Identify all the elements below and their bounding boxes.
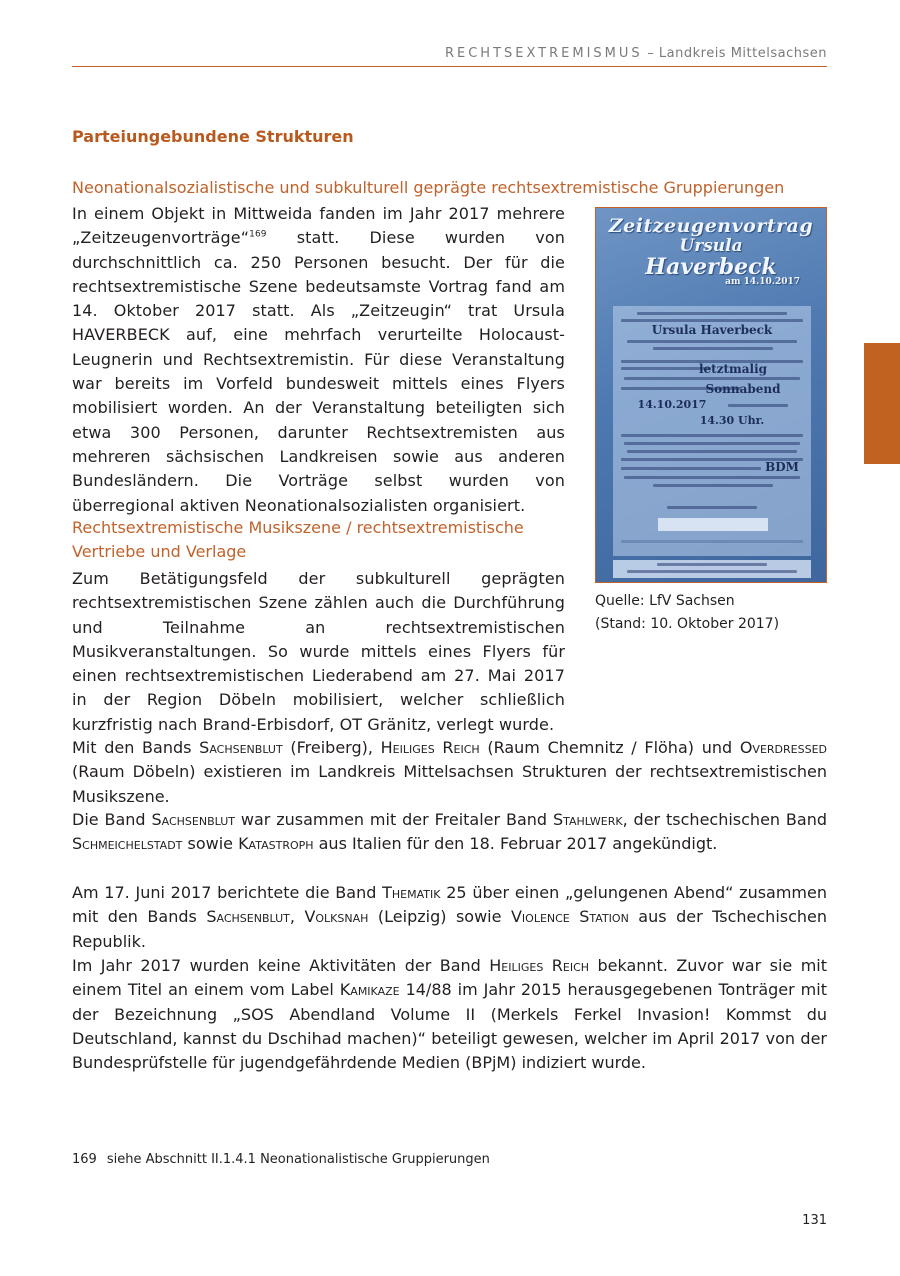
flyer-title-lastname: Haverbeck [645,254,777,280]
flyer-signup-field [658,518,768,531]
para5-text: aus der Tschechischen Republik. [72,907,828,951]
subheading-music-scene [72,516,524,564]
chapter-tab-marker [864,343,900,464]
footnote-text: siehe Abschnitt II.1.4.1 Neonationalistische Gruppierungen [106,1152,490,1167]
subheading2-line2: Vertriebe und Verlage [72,542,247,561]
flyer-date: 14.10.2017 [637,398,707,411]
para3-text: (Raum Chemnitz / Flöha) und [479,738,740,757]
para5-text: , [289,907,305,927]
band-name: Stahlwerk [552,810,623,829]
footnote-ref-169[interactable]: 169 [249,229,267,240]
para4-text: war zusammen mit der Freitaler Band [234,810,553,829]
flyer-title-firstname: Ursula [679,236,743,256]
band-name: Schmeichelstadt [72,834,183,854]
paragraph-zeitzeugenvortraege [72,202,565,518]
flyer-time: 14.30 Uhr. [699,414,765,427]
para6-text: 14/88 im Jahr 2015 herausgegebenen Tonträger mit der Bezeichnung „SOS Abendland Volume II (Merkels Ferkel Invasion! Kommst du Deutschland, kannst du Dschihad machen)“ beteiligt gewesen, welcher im April 2017 von der Bundesprüfstelle für jugendgefährdende Medien (BPjM) indiziert wurde. [72,980,827,1073]
flyer-title: Zeitzeugenvortrag [608,215,814,237]
flyer-word-sonnabend: Sonnabend [705,382,781,396]
para3-text: (Freiberg), [282,738,381,757]
para1-text-a: In einem Objekt in Mittweida fanden im Jahr 2017 mehrere „Zeitzeugenvorträge“ [72,204,565,248]
para5-text: 25 über einen „gelungenen Abend“ zusammen mit den Bands [72,883,828,927]
band-name: Thematik [382,883,441,902]
caption-date: (Stand: 10. Oktober 2017) [595,616,780,632]
flyer-image [595,207,827,583]
flyer-name: Ursula Haverbeck [651,323,773,337]
band-name: Violence Station [510,907,629,927]
paragraph-music-events: Zum Betätigungsfeld der subkulturell geprägten rechtsextremistischen Szene zählen auch die Durchführung und Teilnahme an rechtsextremistischen Musikveranstaltungen. So wurde mittels eines Flyers für einen rechtsextremistischen Liederabend am 27. Mai 2017 in der Region Döbeln mobilisiert, welcher schließlich kurzfristig nach Brand-Erbisdorf, OT Gränitz, verlegt wurde. [72,569,565,734]
para4-text: sowie [182,834,239,854]
para4-text: Die Band [72,810,152,829]
band-name: Katastroph [238,834,314,854]
subheading2-line1: Rechtsextremistische Musikszene / rechtsextremistische [72,518,524,537]
flyer-text-panel [613,306,811,556]
para1-text-b: statt. Diese wurden von durchschnittlich ca. 250 Personen besucht. Der für die rechtsextremistische Szene bedeutsamste Vortrag fand am 14. Oktober 2017 statt. Als „Zeitzeugin“ trat Ursula HAVERBECK auf, eine mehrfach verurteilte Holocaust-Leugnerin und Rechtsextremistin. Für diese Veranstaltung war bereits im Vorfeld bundesweit mittels eines Flyers mobilisiert worden. An der Veranstaltung beteiligten sich etwa 300 Personen, darunter Rechtsextremisten aus mehreren sächsischen Landkreisen sowie aus anderen Bundesländern. Die Vorträge selbst wurden von überregional aktiven Neonationalsozialisten organisiert. [72,228,565,515]
band-name: Overdressed [739,738,827,757]
para4-text: aus Italien für den 18. Februar 2017 angekündigt. [313,834,718,854]
page-number: 131 [802,1213,827,1228]
band-name: Sachsenblut [206,907,290,927]
running-header [72,46,827,61]
band-name: Heiliges Reich [489,956,590,975]
section-title: Parteiungebundene Strukturen [72,127,354,146]
paragraph-sachsenblut-concert [72,808,827,857]
para4-text: , der tschechischen Band [622,810,828,829]
para3-text: (Raum Döbeln) existieren im Landkreis Mittelsachsen Strukturen der rechtsextremistischen Musikszene. [72,762,827,806]
header-title: RECHTSEXTREMISMUS [444,46,643,61]
flyer-bottom-note [613,560,811,578]
para6-text: bekannt. Zuvor war sie mit einem Titel an einem vom Label [72,956,828,1000]
footnote-169 [72,1152,490,1167]
para5-text: Am 17. Juni 2017 berichtete die Band [72,883,383,902]
footnote-number: 169 [72,1152,97,1167]
para5-text: (Leipzig) sowie [368,907,511,927]
para3-text: Mit den Bands [72,738,200,757]
band-name: Heiliges Reich [380,738,480,757]
subheading-neonational-groups: Neonationalsozialistische und subkulturell geprägte rechtsextremistische Gruppierungen [72,178,785,197]
para6-text: Im Jahr 2017 wurden keine Aktivitäten der Band [72,956,490,975]
image-caption [595,590,779,636]
header-rule [72,66,827,67]
flyer-bdm: BDM [765,460,799,474]
band-name: Sachsenblut [199,738,283,757]
caption-source: Quelle: LfV Sachsen [595,593,735,609]
paragraph-heiliges-reich [72,954,827,1075]
label-name: Kamikaze [339,980,400,1000]
paragraph-thematik-report [72,881,827,954]
paragraph-bands-mittelsachsen [72,736,827,809]
band-name: Volksnah [304,907,369,927]
band-name: Sachsenblut [151,810,235,829]
flyer-title-date: am 14.10.2017 [725,277,800,287]
flyer-word-letztmalig: letztmalig [698,362,768,376]
header-subtitle: – Landkreis Mittelsachsen [647,46,827,61]
